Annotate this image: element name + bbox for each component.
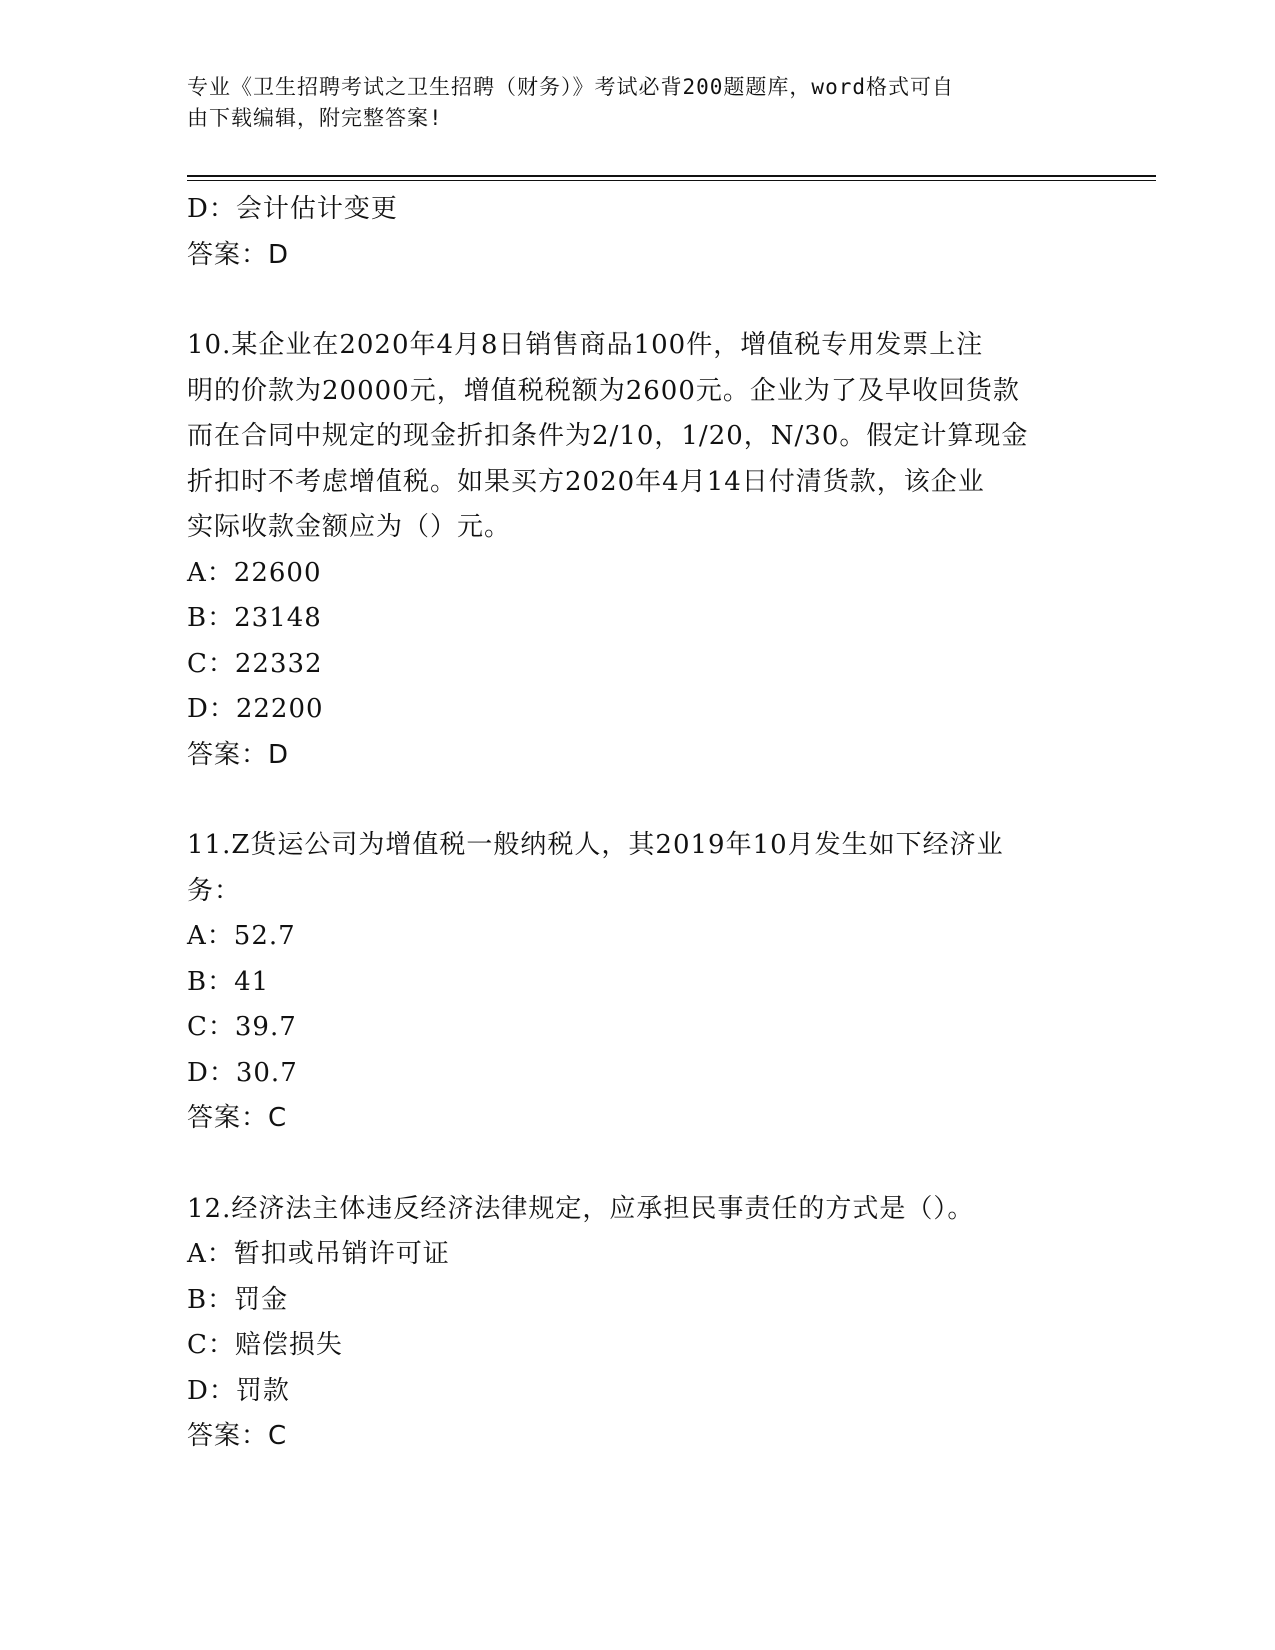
question-text-line: 实际收款金额应为（）元。 (187, 512, 512, 542)
document-header (187, 72, 1067, 134)
option-a: A：52.7 (187, 921, 296, 951)
option-d: D：会计估计变更 (187, 194, 398, 224)
option-c: C：赔偿损失 (187, 1330, 343, 1360)
question-text-line: 10.某企业在2020年4月8日销售商品100件，增值税专用发票上注 (187, 330, 984, 360)
option-a: A：暂扣或吊销许可证 (187, 1239, 450, 1269)
header-divider (187, 175, 1156, 177)
answer-line: 答案：C (187, 1103, 288, 1133)
option-d: D：22200 (187, 694, 324, 724)
option-c: C：39.7 (187, 1012, 297, 1042)
header-line: 专业《卫生招聘考试之卫生招聘（财务）》考试必背200题题库，word格式可自 (187, 75, 954, 99)
question-text-line: 明的价款为20000元，增值税税额为2600元。企业为了及早收回货款 (187, 375, 1020, 406)
question-12 (187, 1187, 1087, 1460)
answer-line: 答案：D (187, 739, 290, 770)
option-b: B：罚金 (187, 1284, 289, 1315)
question-text-line: 12.经济法主体违反经济法律规定，应承担民事责任的方式是（）。 (187, 1193, 975, 1224)
question-10 (187, 323, 1087, 778)
question-text-line: 务： (187, 875, 242, 906)
option-c: C：22332 (187, 648, 323, 679)
answer-line: 答案：C (187, 1421, 288, 1451)
question-list (187, 187, 1087, 1460)
option-d: D：罚款 (187, 1375, 290, 1406)
header-line: 由下载编辑，附完整答案! (187, 106, 443, 130)
question-text-line: 11.Z货运公司为增值税一般纳税人，其2019年10月发生如下经济业 (187, 830, 1004, 860)
question-text-line: 而在合同中规定的现金折扣条件为2/10，1/20，N/30。假定计算现金 (187, 421, 1029, 451)
question-text-line: 折扣时不考虑增值税。如果买方2020年4月14日付清货款，该企业 (187, 466, 985, 497)
option-a: A：22600 (187, 557, 322, 588)
answer-line: 答案：D (187, 239, 290, 270)
question-11 (187, 823, 1087, 1142)
option-b: B：23148 (187, 603, 322, 633)
option-b: B：41 (187, 966, 270, 997)
option-d: D：30.7 (187, 1057, 298, 1088)
header-divider-thin (187, 180, 1156, 181)
